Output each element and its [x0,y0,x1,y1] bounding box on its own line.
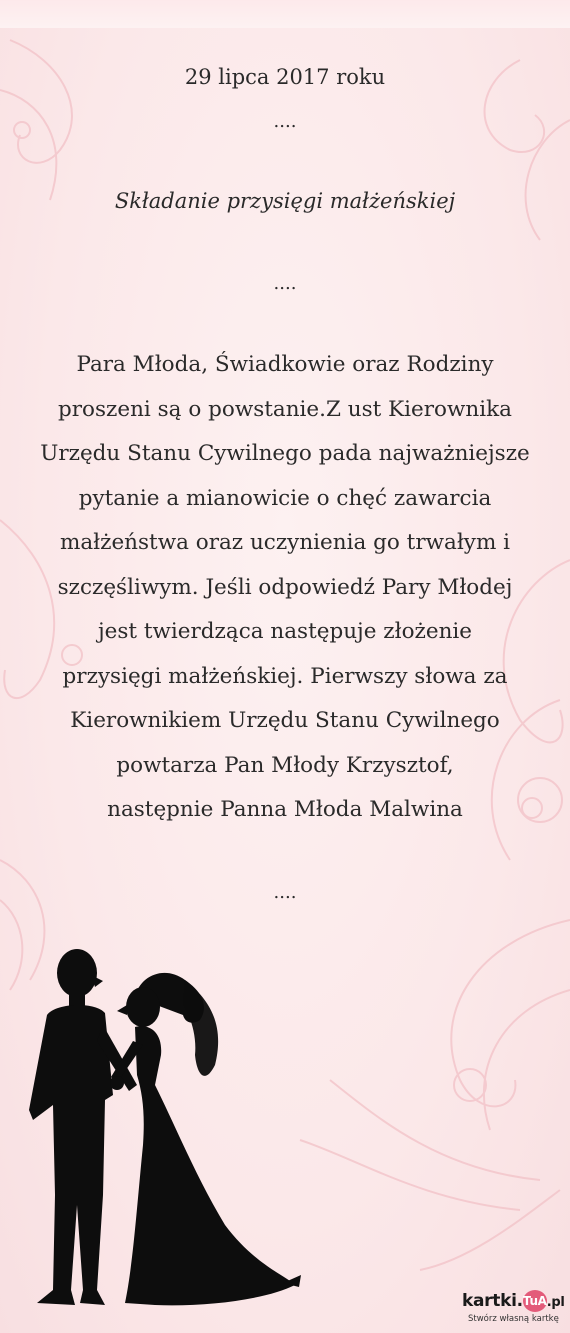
body-line: Urzędu Stanu Cywilnego pada najważniejsze [40,441,530,466]
couple-silhouette-icon [25,945,315,1315]
brand-logo-text [462,1290,565,1312]
separator-1: .... [273,110,297,132]
body-line: szczęśliwym. Jeśli odpowiedź Pary Młodej [57,574,513,600]
body-line: powtarza Pan Młody Krzysztof, [116,752,454,778]
card-text [20,55,550,915]
separator-2: .... [273,272,297,294]
card-title: Składanie przysięgi małżeńskiej [114,189,456,213]
card-date: 29 lipca 2017 roku [184,65,386,89]
body-line: następnie Panna Młoda Malwina [107,797,463,822]
logo-word: kartki. [462,1291,523,1311]
brand-tagline: Stwórz własną kartkę [468,1314,559,1324]
body-line: pytanie a mianowicie o chęć zawarcia [78,485,492,511]
brand-logo[interactable] [462,1290,566,1330]
body-line: jest twierdząca następuje złożenie [97,619,473,644]
body-line: proszeni są o powstanie.Z ust Kierownika [58,396,512,422]
body-line: przysięgi małżeńskiej. Pierwszy słowa za [62,663,508,689]
card-body [20,343,550,833]
separator-3: .... [273,881,297,903]
logo-badge: TuA [523,1290,547,1312]
body-line: małżeństwa oraz uczynienia go trwałym i [59,530,511,555]
body-line: Kierownikiem Urzędu Stanu Cywilnego [70,708,500,733]
logo-suffix: .pl [546,1295,565,1310]
body-line: Para Młoda, Świadkowie oraz Rodziny [76,352,494,377]
